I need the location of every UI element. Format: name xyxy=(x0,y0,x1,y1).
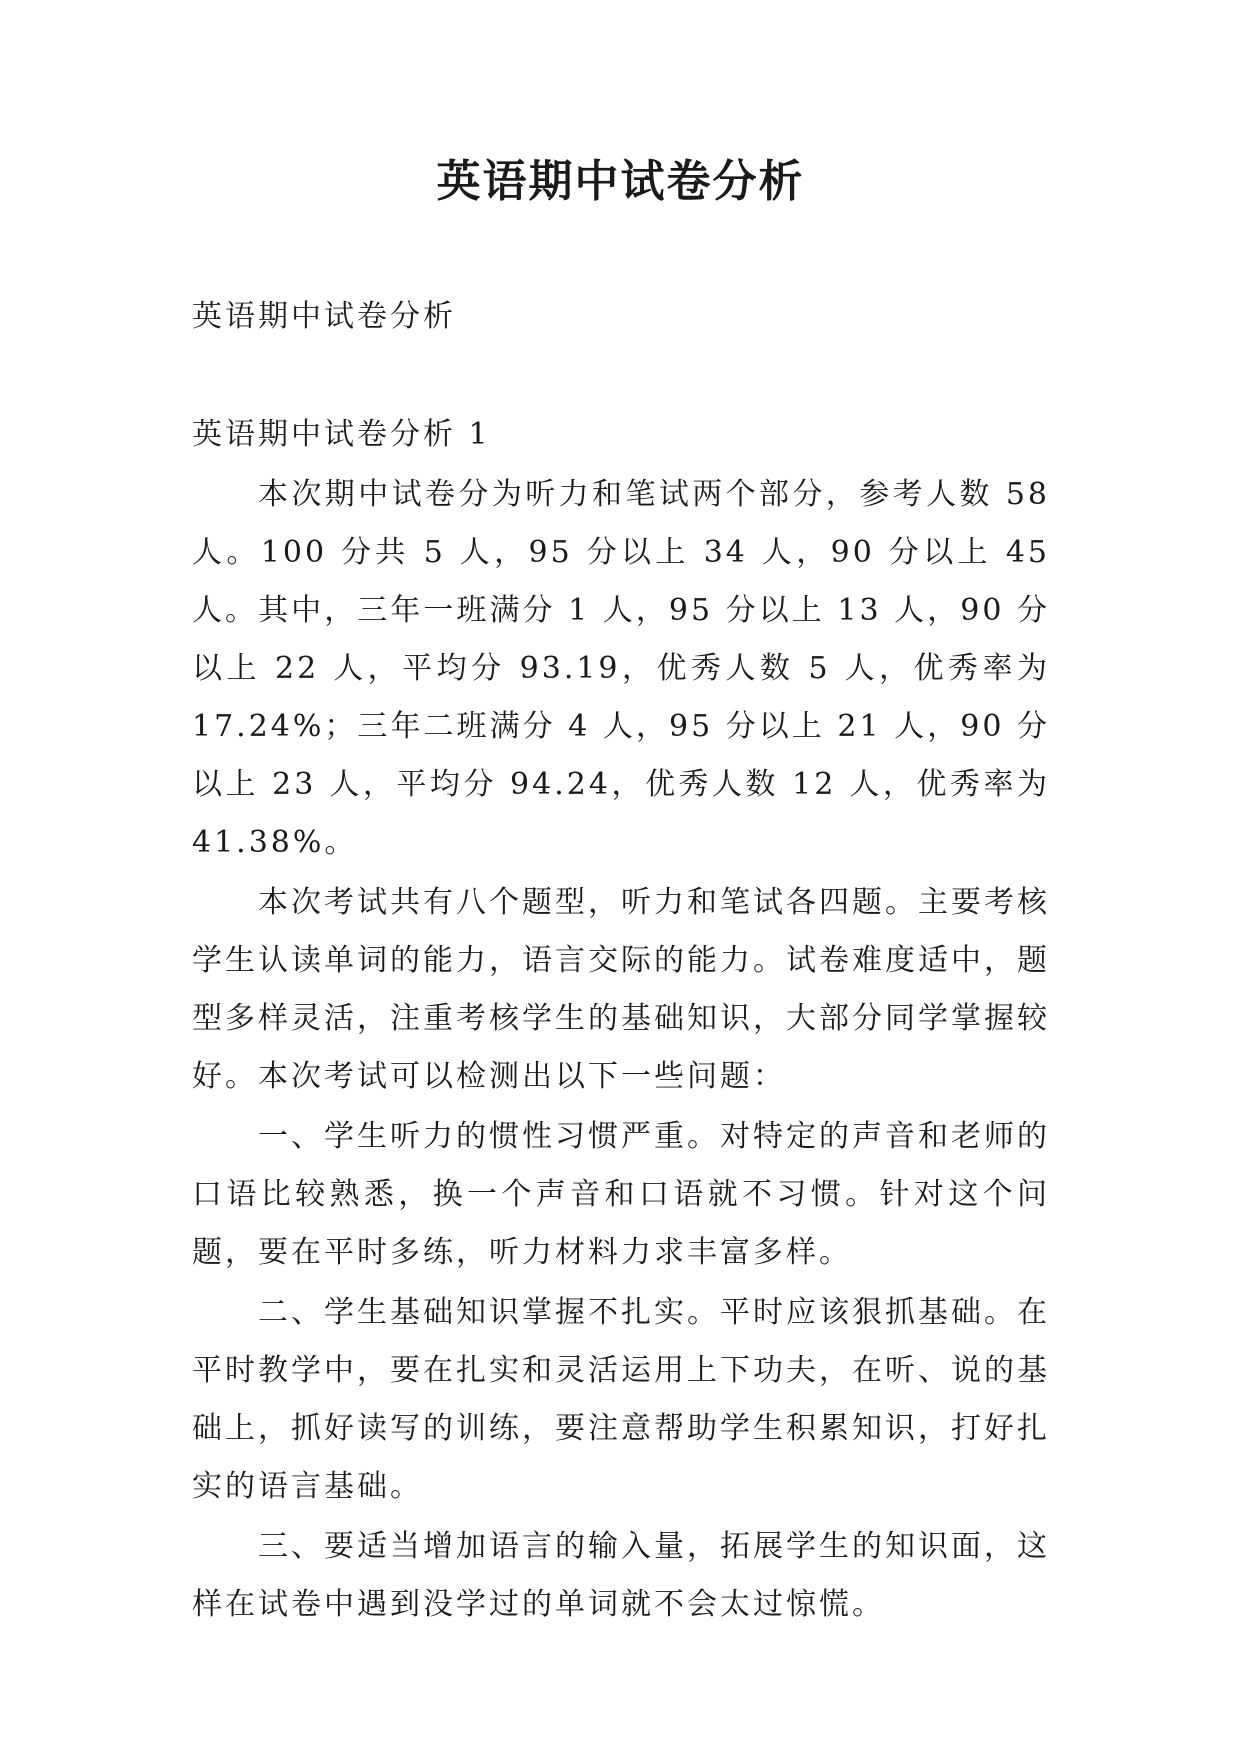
document-subtitle: 英语期中试卷分析 xyxy=(192,299,456,334)
section-heading: 英语期中试卷分析 1 xyxy=(192,417,491,452)
paragraph-issue-basics: 二、学生基础知识掌握不扎实。平时应该狠抓基础。在平时教学中，要在扎实和灵活运用上下功夫，在听、说的基础上，抓好读写的训练，要注意帮助学生积累知识，打好扎实的语言基础。 xyxy=(192,1295,1050,1504)
paragraph-issue-listening: 一、学生听力的惯性习惯严重。对特定的声音和老师的口语比较熟悉，换一个声音和口语就不习惯。针对这个问题，要在平时多练，听力材料力求丰富多样。 xyxy=(192,1119,1050,1270)
paragraph-exam-overview: 本次考试共有八个题型，听力和笔试各四题。主要考核学生认读单词的能力，语言交际的能力。试卷难度适中，题型多样灵活，注重考核学生的基础知识，大部分同学掌握较好。本次考试可以检测出以下一些问题： xyxy=(192,885,1050,1094)
paragraph-exam-statistics: 本次期中试卷分为听力和笔试两个部分，参考人数 58 人。100 分共 5 人，95 分以上 34 人，90 分以上 45 人。其中，三年一班满分 1 人，95 分以上 13 人，90 分以上 22 人，平均分 93.19，优秀人数 5 人，优秀率为 17.24%；三年二班满分 4 人，95 分以上 21 人，90 分以上 23 人，平均分 94.24，优秀人数 12 人，优秀率为 41.38%。 xyxy=(192,477,1050,860)
document-title: 英语期中试卷分析 xyxy=(436,156,805,207)
paragraph-issue-input: 三、要适当增加语言的输入量，拓展学生的知识面，这样在试卷中遇到没学过的单词就不会太过惊慌。 xyxy=(192,1529,1050,1622)
document-body xyxy=(192,466,1050,1634)
